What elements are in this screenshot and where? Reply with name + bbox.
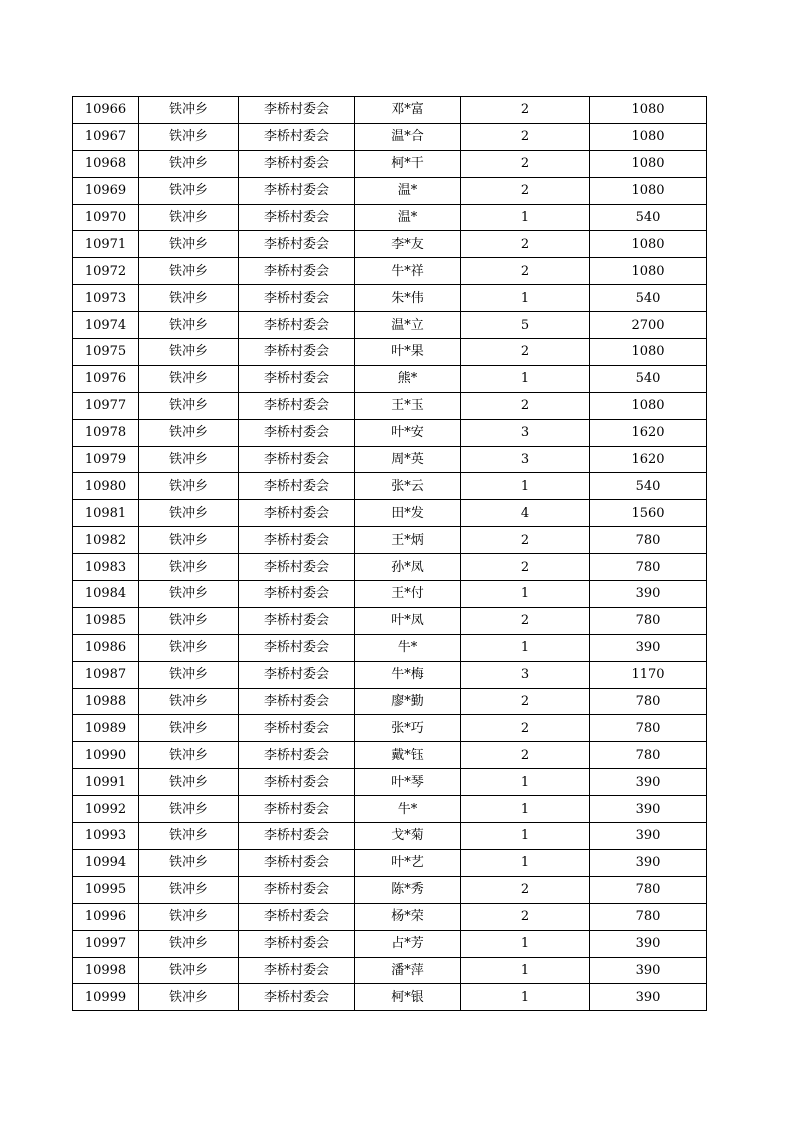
cell-village: 李桥村委会	[239, 419, 355, 446]
cell-id: 10990	[73, 742, 139, 769]
cell-count: 1	[461, 930, 590, 957]
cell-id: 10982	[73, 527, 139, 554]
cell-township: 铁冲乡	[139, 339, 239, 366]
cell-id: 10988	[73, 688, 139, 715]
cell-id: 10985	[73, 607, 139, 634]
cell-township: 铁冲乡	[139, 97, 239, 124]
cell-village: 李桥村委会	[239, 742, 355, 769]
table-row	[73, 715, 707, 742]
cell-name: 叶*安	[355, 419, 461, 446]
cell-township: 铁冲乡	[139, 849, 239, 876]
cell-amount: 390	[590, 849, 707, 876]
cell-village: 李桥村委会	[239, 177, 355, 204]
cell-village: 李桥村委会	[239, 876, 355, 903]
cell-amount: 1080	[590, 150, 707, 177]
table-row	[73, 930, 707, 957]
table-row	[73, 607, 707, 634]
cell-name: 牛*梅	[355, 661, 461, 688]
cell-id: 10967	[73, 123, 139, 150]
cell-count: 2	[461, 554, 590, 581]
table-row	[73, 392, 707, 419]
cell-count: 2	[461, 150, 590, 177]
cell-name: 温*立	[355, 312, 461, 339]
cell-amount: 540	[590, 204, 707, 231]
cell-name: 张*巧	[355, 715, 461, 742]
cell-township: 铁冲乡	[139, 150, 239, 177]
cell-township: 铁冲乡	[139, 365, 239, 392]
cell-amount: 1080	[590, 231, 707, 258]
cell-name: 朱*伟	[355, 285, 461, 312]
table-body	[73, 97, 707, 1011]
cell-name: 邓*富	[355, 97, 461, 124]
cell-name: 廖*勤	[355, 688, 461, 715]
table-row	[73, 258, 707, 285]
cell-amount: 780	[590, 554, 707, 581]
cell-township: 铁冲乡	[139, 876, 239, 903]
table-row	[73, 903, 707, 930]
cell-village: 李桥村委会	[239, 392, 355, 419]
cell-id: 10980	[73, 473, 139, 500]
table-row	[73, 742, 707, 769]
cell-id: 10977	[73, 392, 139, 419]
data-table	[72, 96, 707, 1011]
cell-name: 李*友	[355, 231, 461, 258]
cell-village: 李桥村委会	[239, 527, 355, 554]
table-row	[73, 527, 707, 554]
cell-name: 杨*荣	[355, 903, 461, 930]
cell-township: 铁冲乡	[139, 231, 239, 258]
cell-count: 2	[461, 688, 590, 715]
cell-name: 孙*凤	[355, 554, 461, 581]
cell-count: 3	[461, 661, 590, 688]
cell-village: 李桥村委会	[239, 957, 355, 984]
cell-township: 铁冲乡	[139, 123, 239, 150]
cell-township: 铁冲乡	[139, 500, 239, 527]
cell-count: 3	[461, 419, 590, 446]
cell-count: 2	[461, 392, 590, 419]
cell-township: 铁冲乡	[139, 715, 239, 742]
cell-village: 李桥村委会	[239, 500, 355, 527]
cell-name: 王*炳	[355, 527, 461, 554]
cell-count: 1	[461, 984, 590, 1011]
cell-village: 李桥村委会	[239, 849, 355, 876]
table-row	[73, 339, 707, 366]
table-row	[73, 823, 707, 850]
cell-id: 10991	[73, 769, 139, 796]
cell-id: 10966	[73, 97, 139, 124]
cell-amount: 1080	[590, 392, 707, 419]
cell-amount: 780	[590, 903, 707, 930]
cell-amount: 1080	[590, 97, 707, 124]
cell-id: 10984	[73, 581, 139, 608]
cell-id: 10971	[73, 231, 139, 258]
cell-id: 10972	[73, 258, 139, 285]
cell-township: 铁冲乡	[139, 634, 239, 661]
cell-name: 柯*银	[355, 984, 461, 1011]
cell-name: 叶*艺	[355, 849, 461, 876]
cell-name: 占*芳	[355, 930, 461, 957]
cell-amount: 780	[590, 742, 707, 769]
cell-count: 1	[461, 285, 590, 312]
cell-count: 1	[461, 769, 590, 796]
table-row	[73, 554, 707, 581]
cell-amount: 1620	[590, 446, 707, 473]
cell-name: 周*英	[355, 446, 461, 473]
cell-village: 李桥村委会	[239, 930, 355, 957]
cell-amount: 390	[590, 796, 707, 823]
cell-name: 潘*萍	[355, 957, 461, 984]
cell-id: 10983	[73, 554, 139, 581]
cell-township: 铁冲乡	[139, 581, 239, 608]
cell-name: 田*发	[355, 500, 461, 527]
cell-id: 10992	[73, 796, 139, 823]
cell-id: 10989	[73, 715, 139, 742]
cell-amount: 390	[590, 957, 707, 984]
table-row	[73, 634, 707, 661]
cell-township: 铁冲乡	[139, 661, 239, 688]
table-row	[73, 500, 707, 527]
cell-name: 熊*	[355, 365, 461, 392]
cell-id: 10996	[73, 903, 139, 930]
cell-count: 2	[461, 715, 590, 742]
table-row	[73, 150, 707, 177]
table-row	[73, 365, 707, 392]
cell-name: 张*云	[355, 473, 461, 500]
cell-name: 王*付	[355, 581, 461, 608]
cell-village: 李桥村委会	[239, 554, 355, 581]
cell-village: 李桥村委会	[239, 150, 355, 177]
cell-name: 陈*秀	[355, 876, 461, 903]
cell-id: 10999	[73, 984, 139, 1011]
cell-count: 1	[461, 581, 590, 608]
table-row	[73, 123, 707, 150]
cell-village: 李桥村委会	[239, 688, 355, 715]
cell-village: 李桥村委会	[239, 258, 355, 285]
cell-village: 李桥村委会	[239, 769, 355, 796]
table-row	[73, 876, 707, 903]
cell-amount: 540	[590, 473, 707, 500]
cell-amount: 1560	[590, 500, 707, 527]
cell-count: 1	[461, 849, 590, 876]
cell-name: 王*玉	[355, 392, 461, 419]
cell-count: 2	[461, 258, 590, 285]
cell-township: 铁冲乡	[139, 285, 239, 312]
table-row	[73, 204, 707, 231]
cell-village: 李桥村委会	[239, 446, 355, 473]
cell-name: 温*	[355, 204, 461, 231]
cell-village: 李桥村委会	[239, 473, 355, 500]
table-row	[73, 97, 707, 124]
cell-id: 10973	[73, 285, 139, 312]
cell-name: 柯*干	[355, 150, 461, 177]
cell-count: 2	[461, 876, 590, 903]
cell-amount: 1170	[590, 661, 707, 688]
cell-village: 李桥村委会	[239, 581, 355, 608]
cell-village: 李桥村委会	[239, 715, 355, 742]
cell-id: 10979	[73, 446, 139, 473]
cell-id: 10998	[73, 957, 139, 984]
cell-id: 10978	[73, 419, 139, 446]
table-row	[73, 446, 707, 473]
cell-count: 1	[461, 634, 590, 661]
cell-count: 1	[461, 796, 590, 823]
cell-id: 10969	[73, 177, 139, 204]
cell-name: 牛*	[355, 796, 461, 823]
cell-amount: 780	[590, 527, 707, 554]
table-row	[73, 796, 707, 823]
cell-name: 叶*果	[355, 339, 461, 366]
cell-township: 铁冲乡	[139, 930, 239, 957]
cell-count: 2	[461, 527, 590, 554]
cell-township: 铁冲乡	[139, 769, 239, 796]
table-row	[73, 473, 707, 500]
cell-count: 1	[461, 204, 590, 231]
cell-village: 李桥村委会	[239, 365, 355, 392]
cell-id: 10995	[73, 876, 139, 903]
cell-count: 2	[461, 97, 590, 124]
cell-id: 10986	[73, 634, 139, 661]
cell-amount: 1080	[590, 123, 707, 150]
cell-id: 10997	[73, 930, 139, 957]
table-row	[73, 661, 707, 688]
cell-name: 温*	[355, 177, 461, 204]
cell-amount: 390	[590, 823, 707, 850]
cell-township: 铁冲乡	[139, 957, 239, 984]
cell-township: 铁冲乡	[139, 392, 239, 419]
cell-township: 铁冲乡	[139, 446, 239, 473]
cell-name: 温*合	[355, 123, 461, 150]
cell-amount: 780	[590, 715, 707, 742]
cell-township: 铁冲乡	[139, 527, 239, 554]
cell-name: 叶*凤	[355, 607, 461, 634]
cell-township: 铁冲乡	[139, 419, 239, 446]
cell-township: 铁冲乡	[139, 312, 239, 339]
cell-village: 李桥村委会	[239, 634, 355, 661]
cell-village: 李桥村委会	[239, 607, 355, 634]
cell-id: 10970	[73, 204, 139, 231]
cell-id: 10975	[73, 339, 139, 366]
cell-amount: 1080	[590, 177, 707, 204]
cell-amount: 1620	[590, 419, 707, 446]
cell-township: 铁冲乡	[139, 823, 239, 850]
table-row	[73, 688, 707, 715]
cell-count: 2	[461, 607, 590, 634]
cell-village: 李桥村委会	[239, 97, 355, 124]
cell-amount: 780	[590, 607, 707, 634]
cell-id: 10968	[73, 150, 139, 177]
cell-count: 2	[461, 903, 590, 930]
cell-amount: 390	[590, 581, 707, 608]
cell-count: 5	[461, 312, 590, 339]
cell-count: 1	[461, 957, 590, 984]
table-row	[73, 312, 707, 339]
table-row	[73, 984, 707, 1011]
table-row	[73, 419, 707, 446]
cell-count: 2	[461, 177, 590, 204]
cell-count: 4	[461, 500, 590, 527]
table-row	[73, 957, 707, 984]
cell-id: 10981	[73, 500, 139, 527]
cell-count: 2	[461, 742, 590, 769]
cell-amount: 780	[590, 876, 707, 903]
cell-amount: 540	[590, 365, 707, 392]
cell-name: 戈*菊	[355, 823, 461, 850]
table-row	[73, 849, 707, 876]
cell-village: 李桥村委会	[239, 231, 355, 258]
cell-amount: 780	[590, 688, 707, 715]
cell-amount: 390	[590, 634, 707, 661]
cell-id: 10974	[73, 312, 139, 339]
cell-amount: 390	[590, 930, 707, 957]
cell-township: 铁冲乡	[139, 554, 239, 581]
cell-amount: 1080	[590, 339, 707, 366]
cell-count: 1	[461, 365, 590, 392]
cell-township: 铁冲乡	[139, 688, 239, 715]
cell-village: 李桥村委会	[239, 123, 355, 150]
cell-village: 李桥村委会	[239, 661, 355, 688]
cell-amount: 1080	[590, 258, 707, 285]
table-row	[73, 231, 707, 258]
cell-id: 10976	[73, 365, 139, 392]
cell-amount: 2700	[590, 312, 707, 339]
cell-township: 铁冲乡	[139, 258, 239, 285]
table-row	[73, 769, 707, 796]
cell-count: 3	[461, 446, 590, 473]
cell-village: 李桥村委会	[239, 285, 355, 312]
cell-count: 2	[461, 339, 590, 366]
cell-amount: 390	[590, 984, 707, 1011]
cell-village: 李桥村委会	[239, 903, 355, 930]
cell-township: 铁冲乡	[139, 742, 239, 769]
cell-id: 10994	[73, 849, 139, 876]
cell-count: 2	[461, 231, 590, 258]
cell-village: 李桥村委会	[239, 339, 355, 366]
cell-township: 铁冲乡	[139, 204, 239, 231]
cell-count: 1	[461, 823, 590, 850]
cell-name: 叶*琴	[355, 769, 461, 796]
cell-village: 李桥村委会	[239, 796, 355, 823]
cell-township: 铁冲乡	[139, 473, 239, 500]
table-row	[73, 581, 707, 608]
cell-township: 铁冲乡	[139, 984, 239, 1011]
cell-name: 牛*祥	[355, 258, 461, 285]
cell-id: 10993	[73, 823, 139, 850]
cell-township: 铁冲乡	[139, 903, 239, 930]
cell-township: 铁冲乡	[139, 607, 239, 634]
cell-township: 铁冲乡	[139, 796, 239, 823]
cell-name: 戴*钰	[355, 742, 461, 769]
cell-township: 铁冲乡	[139, 177, 239, 204]
cell-amount: 540	[590, 285, 707, 312]
cell-count: 1	[461, 473, 590, 500]
cell-id: 10987	[73, 661, 139, 688]
cell-count: 2	[461, 123, 590, 150]
cell-village: 李桥村委会	[239, 823, 355, 850]
table-row	[73, 177, 707, 204]
cell-name: 牛*	[355, 634, 461, 661]
cell-village: 李桥村委会	[239, 204, 355, 231]
table-row	[73, 285, 707, 312]
cell-village: 李桥村委会	[239, 984, 355, 1011]
cell-amount: 390	[590, 769, 707, 796]
cell-village: 李桥村委会	[239, 312, 355, 339]
